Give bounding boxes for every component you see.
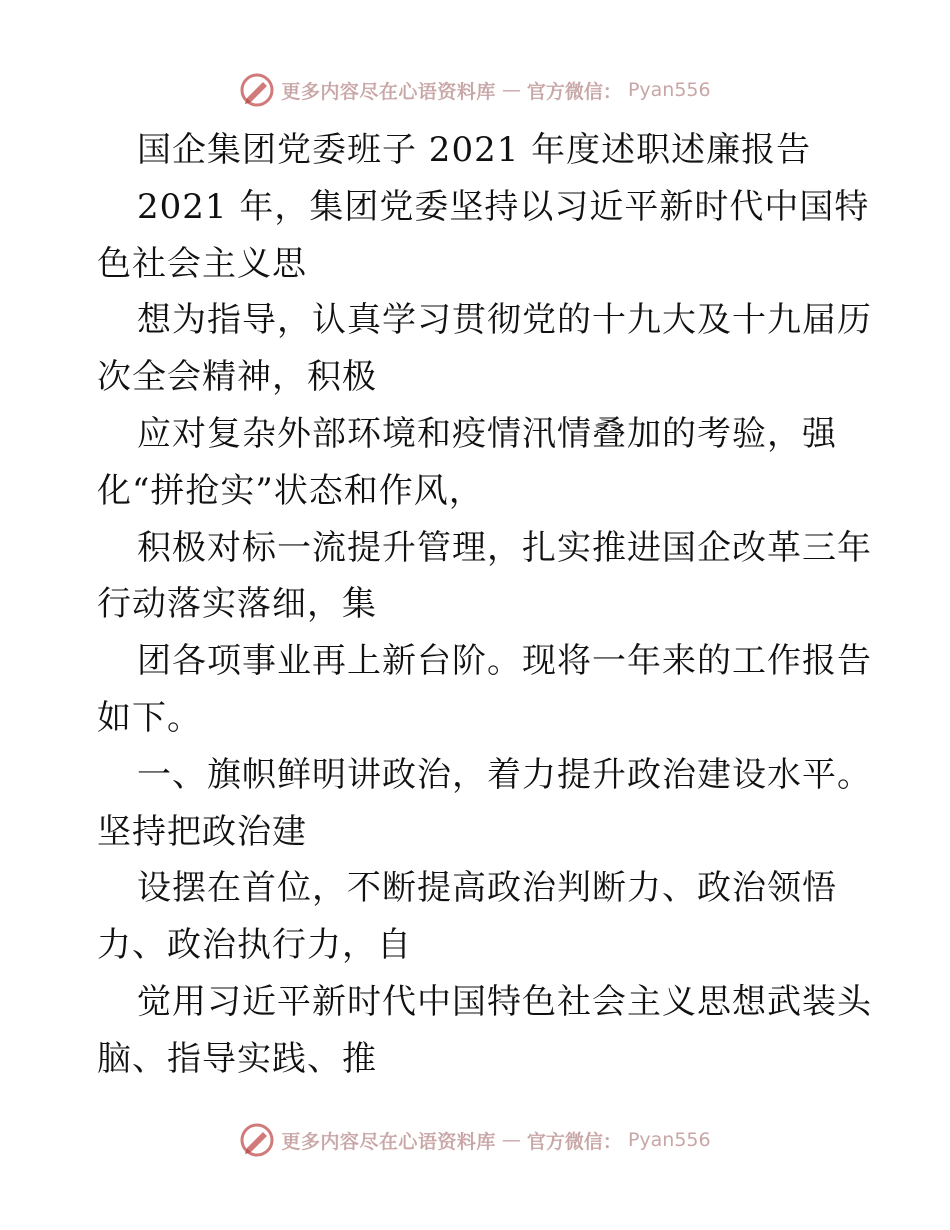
watermark-wechat-id: Pyan556	[627, 1129, 711, 1151]
watermark-separator: —	[501, 1129, 521, 1151]
paragraph	[97, 520, 872, 634]
watermark-official-label: 官方微信：	[526, 1130, 622, 1153]
paragraph-line: 脑、指导实践、推	[97, 1038, 377, 1079]
watermark-site-text: 更多内容尽在心语资料库	[281, 1130, 496, 1153]
paragraph-line: 觉用习近平新时代中国特色社会主义思想武装头	[137, 981, 872, 1022]
paragraph-line: 坚持把政治建	[97, 811, 307, 852]
paragraph-line: 如下。	[97, 697, 202, 738]
paragraph	[97, 406, 857, 520]
paragraph-line: 次全会精神，积极	[97, 357, 377, 398]
watermark-header	[0, 70, 950, 110]
paragraph	[97, 292, 872, 406]
paragraph	[97, 974, 872, 1088]
paragraph	[97, 633, 872, 747]
paragraph	[97, 747, 872, 861]
watermark-separator: —	[501, 79, 521, 101]
paragraph-line: 想为指导，认真学习贯彻党的十九大及十九届历	[137, 300, 872, 341]
paragraph-line: 行动落实落细，集	[97, 584, 377, 625]
pen-logo-icon	[239, 72, 275, 108]
watermark-wechat-id: Pyan556	[627, 79, 711, 101]
document-title	[97, 122, 857, 179]
paragraph-line: 设摆在首位，不断提高政治判断力、政治领悟	[137, 868, 837, 909]
paragraph-line: 2021 年，集团党委坚持以习近平新时代中国特	[137, 186, 870, 227]
paragraph-line: 积极对标一流提升管理，扎实推进国企改革三年	[137, 527, 872, 568]
pen-logo-icon	[239, 1122, 275, 1158]
watermark-official-label: 官方微信：	[526, 80, 622, 103]
paragraph-line: 色社会主义思	[97, 243, 307, 284]
watermark-footer	[0, 1120, 950, 1160]
paragraph	[97, 860, 857, 974]
paragraph-line: 一、旗帜鲜明讲政治，着力提升政治建设水平。	[137, 754, 872, 795]
paragraph-line: 力、政治执行力，自	[97, 925, 412, 966]
watermark-site-text: 更多内容尽在心语资料库	[281, 80, 496, 103]
paragraph-line: 国企集团党委班子 2021 年度述职述廉报告	[137, 130, 812, 170]
paragraph-line: 团各项事业再上新台阶。现将一年来的工作报告	[137, 641, 872, 682]
document-body	[97, 122, 872, 1088]
paragraph	[97, 179, 870, 293]
paragraph-line: 应对复杂外部环境和疫情汛情叠加的考验，强	[137, 413, 837, 454]
paragraph-line: 化“拼抢实”状态和作风，	[97, 470, 484, 511]
